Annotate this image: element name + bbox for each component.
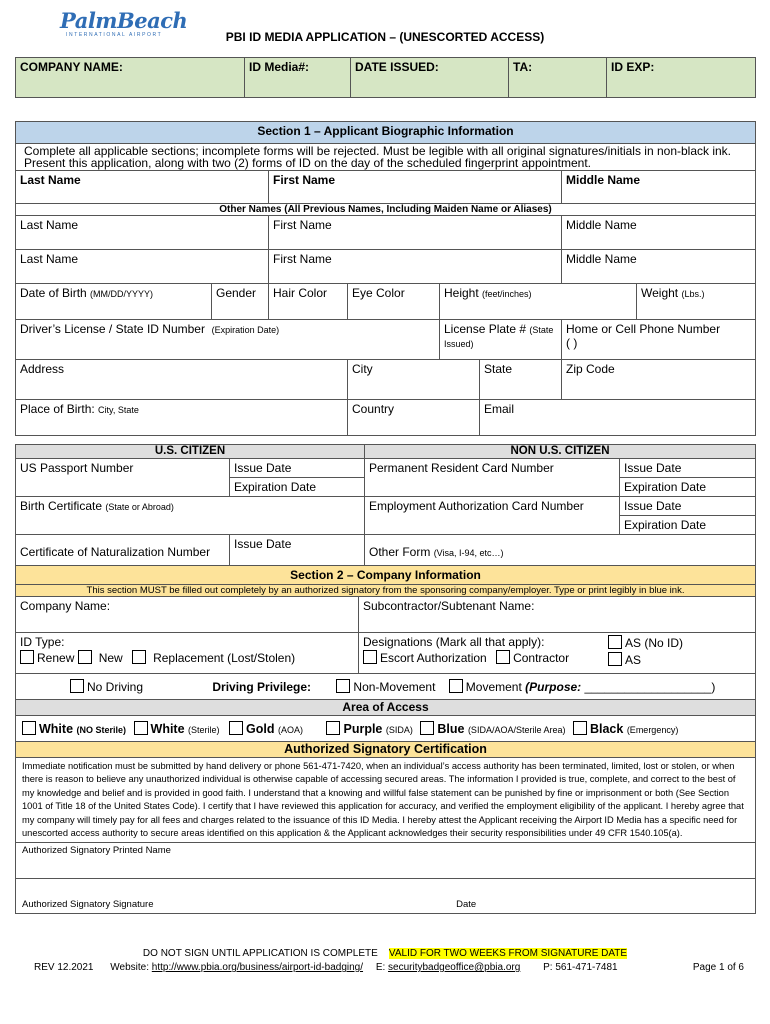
dob-label: Date of Birth (20, 286, 87, 300)
alias-1-last-name[interactable]: Last Name (16, 216, 269, 250)
alias-2-last-name[interactable]: Last Name (16, 250, 269, 284)
pob-format: City, State (98, 405, 139, 415)
dob-field[interactable] (16, 284, 212, 320)
office-use-header (15, 57, 756, 98)
signature-field[interactable]: Authorized Signatory Signature (22, 899, 154, 911)
website-link[interactable]: http://www.pbia.org/business/airport-id-badging/ (151, 962, 364, 973)
as-label: AS (625, 653, 642, 667)
other-form-label: Other Form (369, 544, 431, 559)
non-us-citizen-heading: NON U.S. CITIZEN (365, 445, 756, 459)
license-plate-label: License Plate # (444, 322, 527, 336)
prc-issue-date[interactable]: Issue Date (620, 459, 756, 478)
other-form-note: (Visa, I-94, etc…) (433, 547, 504, 558)
page-title: PBI ID MEDIA APPLICATION – (UNESCORTED ACCESS) (225, 30, 545, 44)
white-no-sterile-checkbox[interactable] (22, 721, 36, 735)
gold-note: (AOA) (277, 725, 303, 735)
weight-label: Weight (641, 286, 679, 300)
section-1-instructions: Complete all applicable sections; incomplete forms will be rejected. Must be legible with all original signatures/initials in non-black ink. Present this application, along with two (2) forms of ID on the day of the scheduled fingerprint appointment. (16, 144, 756, 171)
birth-cert-label: Birth Certificate (20, 499, 103, 513)
logo-subtitle: INTERNATIONAL AIRPORT (66, 32, 163, 38)
blue-checkbox[interactable] (420, 721, 434, 735)
page-number: Page 1 of 6 (692, 962, 744, 973)
ta-header[interactable]: TA: (509, 58, 607, 98)
replacement-checkbox[interactable] (132, 650, 146, 664)
email-link[interactable]: securitybadgeoffice@pbia.org (388, 962, 521, 973)
birth-certificate-field[interactable] (16, 497, 365, 535)
blue-note: (SIDA/AOA/Sterile Area) (467, 725, 566, 735)
passport-issue-date[interactable]: Issue Date (230, 459, 365, 478)
as-checkbox[interactable] (608, 652, 622, 666)
naturalization-field[interactable]: Certificate of Naturalization Number (16, 535, 230, 569)
non-movement-label: Non-Movement (353, 680, 436, 694)
non-movement-checkbox[interactable] (336, 679, 350, 693)
black-label: Black (589, 722, 624, 736)
alias-2-first-name[interactable]: First Name (269, 250, 562, 284)
alias-1-middle-name[interactable]: Middle Name (562, 216, 756, 250)
white-sterile-checkbox[interactable] (134, 721, 148, 735)
driving-privilege-label: Driving Privilege: (212, 680, 312, 694)
new-label: New (98, 651, 123, 665)
naturalization-issue-date[interactable]: Issue Date (230, 535, 365, 569)
email-label: E: (375, 962, 386, 973)
us-passport-field[interactable]: US Passport Number (16, 459, 230, 497)
other-names-heading: Other Names (All Previous Names, Including Maiden Name or Aliases) (16, 204, 756, 216)
movement-label: Movement (465, 680, 522, 694)
section-2 (15, 565, 756, 914)
prc-exp-date[interactable]: Expiration Date (620, 478, 756, 497)
renew-checkbox[interactable] (20, 650, 34, 664)
place-of-birth-field[interactable] (16, 400, 348, 436)
as-no-id-checkbox[interactable] (608, 635, 622, 649)
white-sterile-label: White (150, 722, 185, 736)
height-field[interactable] (440, 284, 637, 320)
phone-number: P: 561-471-7481 (543, 962, 618, 973)
area-of-access-row (16, 716, 756, 742)
blue-label: Blue (437, 722, 465, 736)
address-field[interactable]: Address (16, 360, 348, 400)
black-checkbox[interactable] (573, 721, 587, 735)
printed-name-field[interactable]: Authorized Signatory Printed Name (16, 843, 756, 879)
purple-note: (SIDA) (385, 725, 413, 735)
height-unit: (feet/inches) (482, 289, 532, 299)
country-field[interactable]: Country (348, 400, 480, 436)
license-plate-state: (State Issued) (444, 325, 554, 349)
pob-label: Place of Birth: (20, 402, 95, 416)
zip-field[interactable]: Zip Code (562, 360, 756, 400)
weight-unit: (Lbs.) (681, 289, 705, 299)
other-form-field[interactable] (365, 535, 756, 569)
designations-field (359, 633, 756, 674)
designations-label: Designations (Mark all that apply): (363, 635, 545, 649)
id-media-header[interactable]: ID Media#: (245, 58, 351, 98)
signature-row (16, 879, 756, 914)
contractor-checkbox[interactable] (496, 650, 510, 664)
eye-color-field[interactable]: Eye Color (348, 284, 440, 320)
first-name-field[interactable]: First Name (269, 171, 562, 204)
white-sterile-note: (Sterile) (188, 725, 220, 735)
subcontractor-field[interactable]: Subcontractor/Subtenant Name: (359, 597, 756, 633)
purple-checkbox[interactable] (326, 721, 340, 735)
company-name-header[interactable]: COMPANY NAME: (16, 58, 245, 98)
middle-name-field[interactable]: Middle Name (562, 171, 756, 204)
ead-issue-date[interactable]: Issue Date (620, 497, 756, 516)
company-name-field[interactable]: Company Name: (16, 597, 359, 633)
logo-text: PalmBeach (60, 8, 188, 33)
replacement-label: Replacement (Lost/Stolen) (153, 651, 296, 665)
area-of-access-heading: Area of Access (16, 700, 756, 716)
ead-exp-date[interactable]: Expiration Date (620, 516, 756, 535)
as-no-id-label: AS (No ID) (625, 636, 684, 650)
section-2-instructions: This section MUST be filled out completely by an authorized signatory from the sponsoring company/employer. Type or print legibly in blue ink. (16, 585, 756, 597)
renew-label: Renew (37, 651, 75, 665)
city-field[interactable]: City (348, 360, 480, 400)
phone-area-code: ( ) (566, 336, 578, 350)
height-label: Height (444, 286, 479, 300)
id-type-field (16, 633, 359, 674)
phone-field[interactable] (562, 320, 756, 360)
gold-checkbox[interactable] (229, 721, 243, 735)
state-field[interactable]: State (480, 360, 562, 400)
hair-color-field[interactable]: Hair Color (269, 284, 348, 320)
section-1-title: Section 1 – Applicant Biographic Information (16, 122, 756, 144)
website-label: Website: (110, 962, 150, 973)
driving-privilege-row (16, 674, 756, 700)
purpose-blank[interactable]: ___________________ (584, 680, 712, 694)
no-driving-label: No Driving (87, 680, 144, 694)
ead-field[interactable]: Employment Authorization Card Number (365, 497, 620, 535)
do-not-sign-notice: DO NOT SIGN UNTIL APPLICATION IS COMPLETE (142, 948, 378, 959)
gold-label: Gold (246, 722, 275, 736)
last-name-field[interactable]: Last Name (16, 171, 269, 204)
alias-2-middle-name[interactable]: Middle Name (562, 250, 756, 284)
movement-checkbox[interactable] (449, 679, 463, 693)
phone-label: Home or Cell Phone Number (566, 322, 721, 336)
contractor-label: Contractor (513, 651, 570, 665)
purple-label: Purple (343, 722, 383, 736)
weight-field[interactable] (637, 284, 756, 320)
citizenship-table (15, 444, 756, 569)
white-no-sterile-note: (NO Sterile) (76, 725, 127, 735)
drivers-license-field[interactable] (16, 320, 440, 360)
date-issued-header[interactable]: DATE ISSUED: (351, 58, 509, 98)
certification-heading: Authorized Signatory Certification (16, 742, 756, 758)
certification-text: Immediate notification must be submitted by hand delivery or phone 561-471-7420, when an individual’s access authority has been terminated, limited, lost or stolen, or when there is reason to believe any unauthorized individual is otherwise capable of accessing secured areas. The information I provided is true, complete, and correct to the best of my knowledge and belief and is provided in good faith. I understand that a knowing and willful false statement can be punished by fine or imprisonment or both (See Section 1001 of Title 18 of the United States Code). I certify that I have reviewed this application for accuracy, and verified the employment eligibility of the applicant. I hereby agree that my company will timely pay for all fees and charges related to the issuance of this ID Media. I hereby attest the Applicant receiving the Airport ID Media has a specific need for unescorted access authority to secure areas identified on this application & the Applicant acknowledges their security responsibilities under 49 CFR 1540.105(a). (16, 758, 756, 843)
drivers-license-exp: (Expiration Date) (211, 325, 280, 335)
purpose-label: (Purpose: (525, 680, 585, 694)
license-plate-field[interactable] (440, 320, 562, 360)
drivers-license-label: Driver’s License / State ID Number (20, 322, 205, 336)
signature-date-field[interactable]: Date (456, 899, 477, 911)
escort-label: Escort Authorization (380, 651, 487, 665)
footer-bar (34, 962, 744, 973)
gender-field[interactable]: Gender (212, 284, 269, 320)
section-2-title: Section 2 – Company Information (16, 566, 756, 585)
alias-1-first-name[interactable]: First Name (269, 216, 562, 250)
revision: REV 12.2021 (34, 962, 94, 973)
white-no-sterile-label: White (39, 722, 74, 736)
us-citizen-heading: U.S. CITIZEN (16, 445, 365, 459)
id-type-label: ID Type: (20, 635, 65, 649)
black-note: (Emergency) (626, 725, 679, 735)
no-driving-checkbox[interactable] (70, 679, 84, 693)
section-1 (15, 121, 756, 436)
birth-cert-note: (State or Abroad) (105, 502, 174, 512)
purpose-close: ) (711, 680, 716, 694)
id-exp-header[interactable]: ID EXP: (607, 58, 756, 98)
escort-checkbox[interactable] (363, 650, 377, 664)
email-field[interactable]: Email (480, 400, 756, 436)
dob-format: (MM/DD/YYYY) (90, 289, 154, 299)
passport-exp-date[interactable]: Expiration Date (230, 478, 365, 497)
new-checkbox[interactable] (78, 650, 92, 664)
prc-field[interactable]: Permanent Resident Card Number (365, 459, 620, 497)
valid-notice: VALID FOR TWO WEEKS FROM SIGNATURE DATE (388, 948, 628, 959)
footer-notice (0, 948, 770, 959)
